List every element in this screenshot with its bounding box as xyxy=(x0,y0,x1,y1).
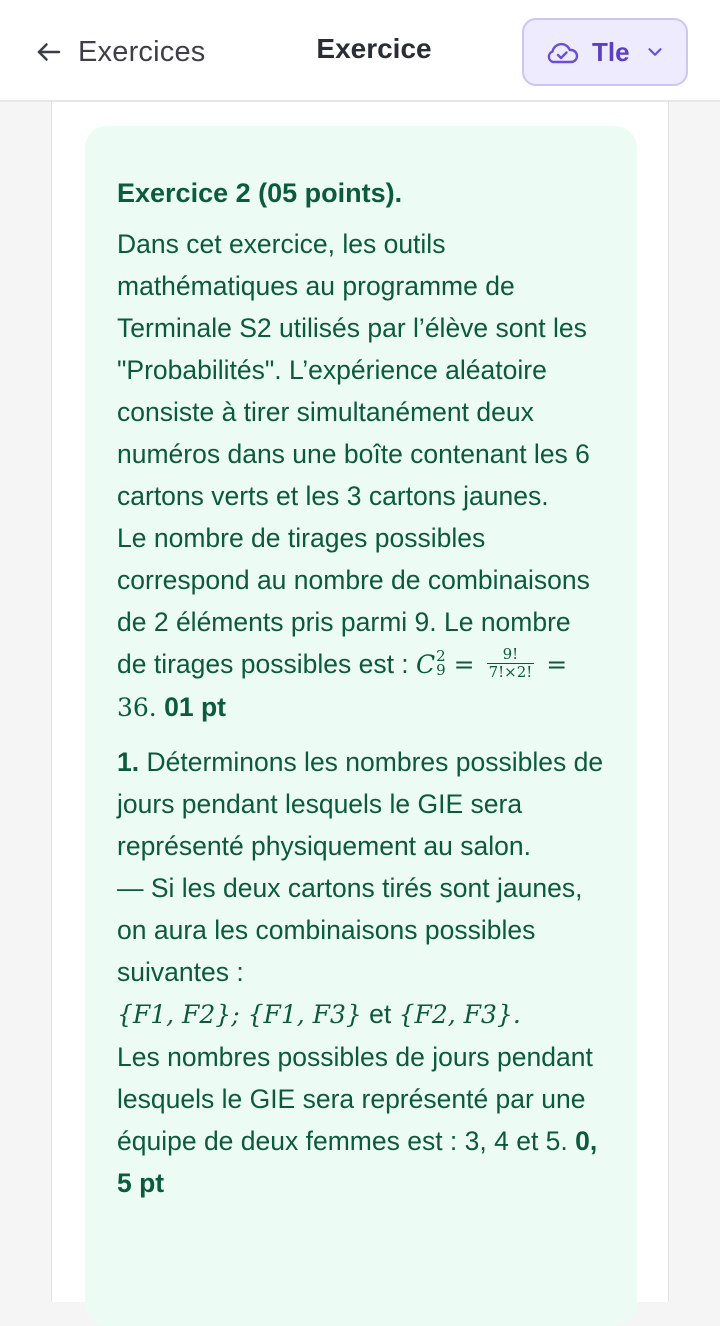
intro-text-2: Le nombre de tirages possibles correspond au nombre de combinaisons de 2 éléments pris parmi 9. Le nombre de tirages possibles est : xyxy=(117,523,590,679)
fraction-denominator: 7!×2! xyxy=(488,663,533,681)
formula-fraction xyxy=(487,646,535,681)
top-app-bar xyxy=(0,0,720,102)
intro-paragraph xyxy=(117,223,607,729)
formula-c: C xyxy=(416,650,436,679)
chevron-down-icon xyxy=(644,41,666,63)
intro-text-1: Dans cet exercice, les outils mathématiques au programme de Terminale S2 utilisés par l’élève sont les "Probabilités". L’expérience aléatoire consiste à tirer simultanément deux numéros dans une boîte contenant les 6 cartons verts et les 3 cartons jaunes. xyxy=(117,229,590,511)
question-1 xyxy=(117,741,607,1204)
level-selector[interactable] xyxy=(522,18,688,86)
set-yellow-2: {F2, F3}. xyxy=(398,1000,521,1029)
formula-eq1: = xyxy=(445,650,483,679)
back-button[interactable] xyxy=(34,30,206,74)
content-sheet xyxy=(51,102,669,1302)
exercise-title: Exercice 2 (05 points). xyxy=(117,178,403,208)
back-label: Exercices xyxy=(78,35,206,68)
page-title: Exercice xyxy=(316,33,432,64)
set-and: et xyxy=(361,999,399,1029)
formula-sub: 9 xyxy=(436,660,446,679)
question-1-line-3: Les nombres possibles de jours pendant lesquels le GIE sera représenté par une équipe de deux femmes est : 3, 4 et 5. xyxy=(117,1042,593,1156)
question-1-line-2: — Si les deux cartons tirés sont jaunes, on aura les combinaisons possibles suivantes : xyxy=(117,873,583,987)
formula-indices xyxy=(436,646,446,679)
arrow-left-icon xyxy=(34,37,64,67)
formula-sup: 2 xyxy=(436,646,446,665)
question-1-text: Déterminons les nombres possibles de jours pendant lesquels le GIE sera représenté physiquement au salon. xyxy=(117,747,604,861)
points-badge: 01 pt xyxy=(164,692,226,722)
cloud-check-icon xyxy=(544,37,580,67)
set-yellow-1: {F1, F2}; {F1, F3} xyxy=(117,1000,362,1029)
level-label: Tle xyxy=(592,36,630,67)
fraction-numerator: 9! xyxy=(487,646,535,664)
points-badge-2: 0, 5 pt xyxy=(117,1126,598,1198)
question-number: 1. xyxy=(117,747,140,777)
exercise-card xyxy=(85,126,637,1326)
formula-result: = 36. xyxy=(117,650,568,722)
